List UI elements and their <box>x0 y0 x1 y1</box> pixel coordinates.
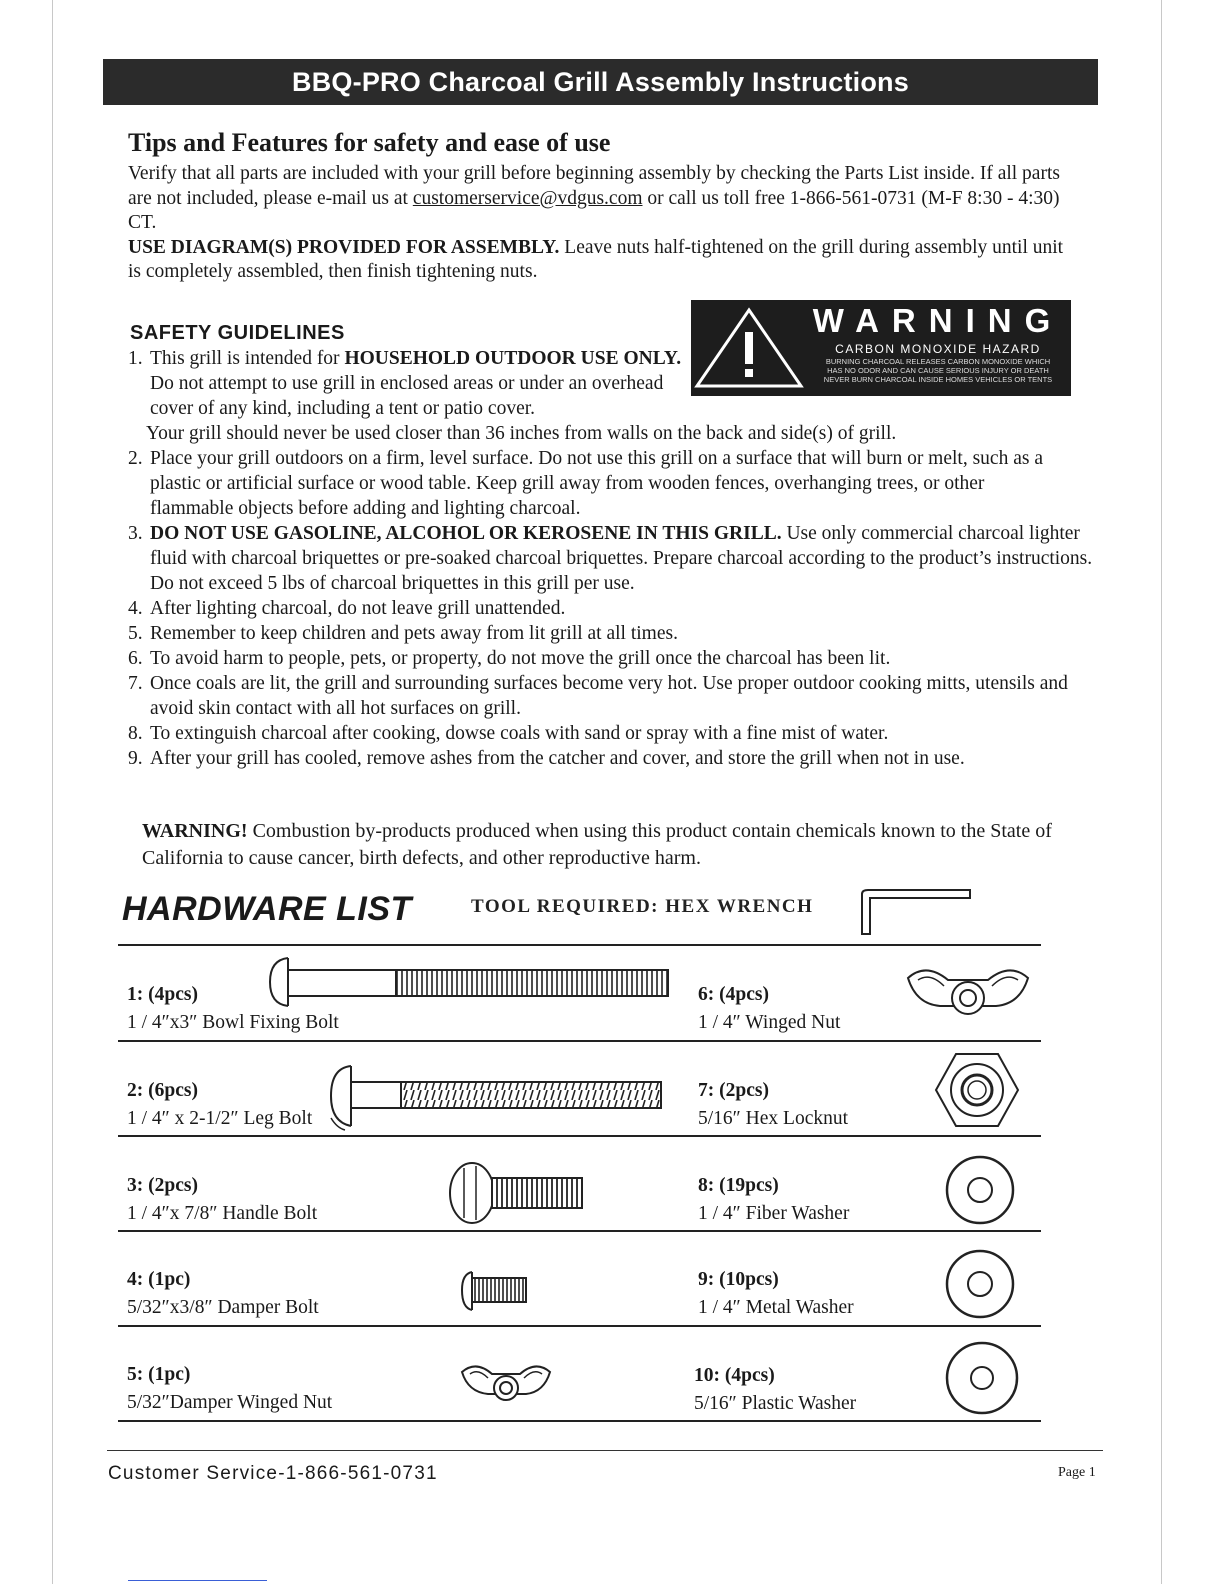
hardware-item <box>698 1266 854 1322</box>
item-number: 6. <box>128 648 143 669</box>
item-number: 2. <box>128 448 143 469</box>
item-text: After lighting charcoal, do not leave grill unattended. <box>150 598 566 619</box>
hardware-desc: 5/32″Damper Winged Nut <box>127 1392 333 1413</box>
item-number: 9. <box>128 748 143 769</box>
footer-rule <box>107 1450 1103 1451</box>
hardware-qty: 1: (4pcs) <box>127 984 198 1005</box>
hardware-qty: 6: (4pcs) <box>698 984 769 1005</box>
damper-winged-nut-icon <box>456 1358 556 1408</box>
item-text: Do not attempt to use grill in enclosed areas or under an overhead cover of any kind, including a tent or patio cover. <box>150 373 664 419</box>
hardware-qty: 3: (2pcs) <box>127 1175 198 1196</box>
safety-item <box>128 671 1080 721</box>
hardware-row-rule <box>118 1040 1041 1042</box>
page-title: BBQ-PRO Charcoal Grill Assembly Instructions <box>103 59 1098 105</box>
assembly-text: Leave nuts half-tightened on the grill during assembly until unit is completely assembled, then finish tightening nuts. <box>128 236 1064 282</box>
assembly-paragraph <box>128 236 1078 285</box>
page-number: Page 1 <box>1058 1465 1096 1480</box>
winged-nut-icon <box>902 960 1034 1022</box>
hardware-item <box>127 1361 332 1417</box>
hardware-desc: 5/16″ Hex Locknut <box>698 1108 849 1129</box>
plastic-washer-icon <box>944 1340 1020 1416</box>
hardware-desc: 1 / 4″ Winged Nut <box>698 1012 841 1033</box>
prop65-warning <box>142 818 1082 872</box>
item-number: 1. <box>128 348 143 369</box>
damper-bolt-icon <box>458 1268 530 1314</box>
item-number: 4. <box>128 598 143 619</box>
safety-item <box>128 346 690 421</box>
safety-item <box>128 521 1100 596</box>
hex-wrench-icon <box>858 886 976 938</box>
item-text: After your grill has cooled, remove ashes from the catcher and cover, and store the grill when not in use. <box>150 748 965 769</box>
warning-subtitle: CARBON MONOXIDE HAZARD <box>835 342 1041 356</box>
item-text: This grill is intended for <box>150 348 345 369</box>
hardware-item <box>698 1077 848 1133</box>
item-number: 7. <box>128 673 143 694</box>
item-text: To avoid harm to people, pets, or property, do not move the grill once the charcoal has been lit. <box>150 648 891 669</box>
hardware-desc: 5/32″x3/8″ Damper Bolt <box>127 1297 319 1318</box>
tool-required: TOOL REQUIRED: HEX WRENCH <box>471 896 814 917</box>
leg-bolt-icon <box>325 1060 665 1136</box>
hardware-row-rule <box>118 1325 1041 1327</box>
hardware-qty: 10: (4pcs) <box>694 1365 775 1386</box>
warning-fine-line: HAS NO ODOR AND CAN CAUSE SERIOUS INJURY OR DEATH <box>827 365 1049 375</box>
safety-item <box>128 446 1055 521</box>
hardware-desc: 1 / 4″x 7/8″ Handle Bolt <box>127 1203 318 1224</box>
hardware-top-rule <box>118 944 1041 946</box>
item-emphasis: DO NOT USE GASOLINE, ALCOHOL OR KEROSENE IN THIS GRILL. <box>150 523 782 544</box>
item-text: Use only commercial charcoal lighter fluid with charcoal briquettes or pre-soaked charcoal briquettes. Prepare charcoal according to the product’s instructions. Do not exceed 5 lbs of charcoal briquettes in this grill per use. <box>150 523 1093 594</box>
warning-fine-line: NEVER BURN CHARCOAL INSIDE HOMES VEHICLES OR TENTS <box>823 374 1053 384</box>
hardware-item <box>694 1362 856 1418</box>
hardware-row-rule <box>118 1230 1041 1232</box>
hardware-item <box>698 1172 849 1228</box>
item-text: Remember to keep children and pets away from lit grill at all times. <box>150 623 678 644</box>
hardware-qty: 5: (1pc) <box>127 1364 191 1385</box>
hardware-item <box>127 1077 312 1133</box>
hardware-item <box>127 1172 317 1228</box>
item-text: To extinguish charcoal after cooking, dowse coals with sand or spray with a fine mist of water. <box>150 723 889 744</box>
handle-bolt-icon <box>446 1160 586 1226</box>
item-text: Place your grill outdoors on a firm, level surface. Do not use this grill on a surface that will burn or melt, such as a plastic or artificial surface or wood table. Keep grill away from wooden fences, overhanging trees, or other flammable objects before adding and lighting charcoal. <box>150 448 1043 519</box>
safety-item <box>128 596 1088 621</box>
hardware-desc: 1 / 4″ x 2-1/2″ Leg Bolt <box>127 1108 313 1129</box>
hardware-row-rule <box>118 1420 1041 1422</box>
warning-fine-line: BURNING CHARCOAL RELEASES CARBON MONOXIDE WHICH <box>825 357 1051 366</box>
hardware-qty: 2: (6pcs) <box>127 1080 198 1101</box>
bowl-fixing-bolt-icon <box>266 954 672 1010</box>
item-number: 5. <box>128 623 143 644</box>
intro-text-a: Verify that all parts are included with your grill before beginning assembly by checking the Parts List inside. If all parts are not included, please e-mail us at <box>128 163 1060 209</box>
assembly-emphasis: USE DIAGRAM(S) PROVIDED FOR ASSEMBLY. <box>128 236 560 258</box>
hardware-title: HARDWARE LIST <box>122 890 412 928</box>
safety-item <box>128 621 1088 646</box>
hardware-item <box>127 1266 319 1322</box>
item-text: Once coals are lit, the grill and surrounding surfaces become very hot. Use proper outdoor cooking mitts, utensils and avoid skin contact with all hot surfaces on grill. <box>150 673 1068 719</box>
intro-heading: Tips and Features for safety and ease of use <box>128 128 611 157</box>
intro-text-b: or call us toll free 1-866-561-0731 (M-F 8:30 - 4:30) CT. <box>128 187 1060 233</box>
hardware-desc: 1 / 4″ Fiber Washer <box>698 1203 850 1224</box>
fiber-washer-icon <box>944 1154 1016 1226</box>
item-number: 3. <box>128 523 143 544</box>
hardware-qty: 9: (10pcs) <box>698 1269 779 1290</box>
hardware-desc: 5/16″ Plastic Washer <box>694 1393 857 1414</box>
hardware-desc: 1 / 4″ Metal Washer <box>698 1297 854 1318</box>
safety-item-continuation <box>128 421 1088 446</box>
intro-section <box>128 128 1078 285</box>
item-number: 8. <box>128 723 143 744</box>
item-text: Your grill should never be used closer than 36 inches from walls on the back and side(s) of grill. <box>146 423 897 444</box>
warning-note-text: Combustion by-products produced when using this product contain chemicals known to the State of California to cause cancer, birth defects, and other reproductive harm. <box>142 820 1052 869</box>
bottom-link-line <box>128 1580 267 1581</box>
hex-locknut-icon <box>932 1050 1022 1130</box>
hardware-qty: 8: (19pcs) <box>698 1175 779 1196</box>
hardware-desc: 1 / 4″x3″ Bowl Fixing Bolt <box>127 1012 339 1033</box>
warning-note-label: WARNING! <box>142 820 248 842</box>
safety-item <box>128 746 1030 771</box>
hardware-qty: 4: (1pc) <box>127 1269 191 1290</box>
safety-list <box>128 346 1093 771</box>
hardware-item <box>698 981 840 1037</box>
email-link[interactable]: customerservice@vdgus.com <box>412 187 643 209</box>
hardware-qty: 7: (2pcs) <box>698 1080 769 1101</box>
intro-paragraph <box>128 162 1078 236</box>
customer-service-footer: Customer Service-1-866-561-0731 <box>108 1463 438 1484</box>
safety-title: SAFETY GUIDELINES <box>130 322 345 344</box>
warning-word: WARNING <box>812 302 1064 339</box>
item-emphasis: HOUSEHOLD OUTDOOR USE ONLY. <box>344 348 682 369</box>
safety-item <box>128 646 1088 671</box>
metal-washer-icon <box>944 1248 1016 1320</box>
safety-item <box>128 721 1088 746</box>
